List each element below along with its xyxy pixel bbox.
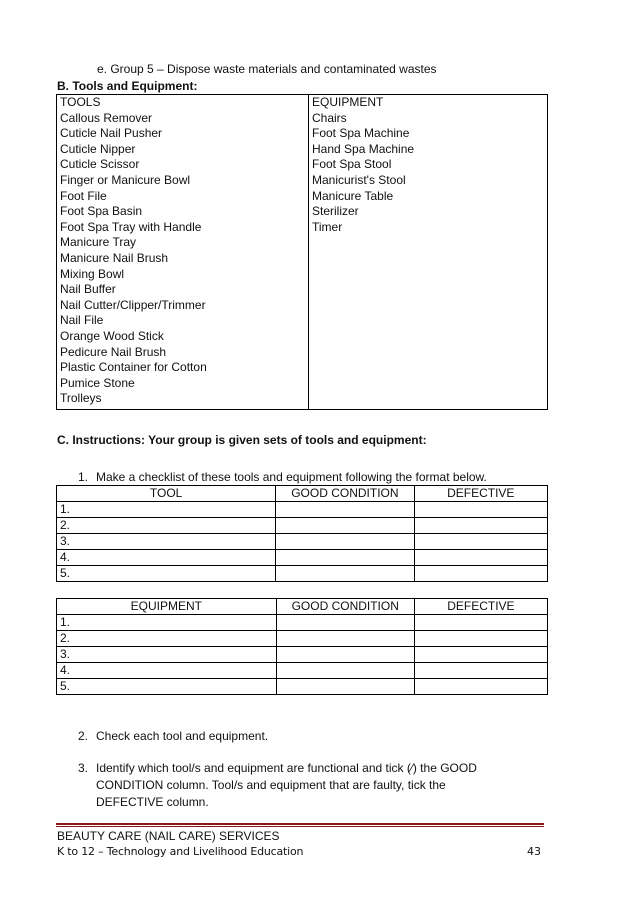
row-number-cell: 3. [57,647,277,663]
equipment-item: Manicure Table [312,188,394,203]
tool-item: Finger or Manicure Bowl [60,172,191,187]
defective-cell[interactable] [414,518,547,534]
tool-item: Plastic Container for Cotton [60,360,207,375]
equipment-item: Sterilizer [312,204,359,219]
footer-subtitle: K to 12 – Technology and Livelihood Education [57,845,304,858]
defective-cell[interactable] [414,534,547,550]
tool-item: Pedicure Nail Brush [60,344,167,359]
defective-cell[interactable] [414,502,547,518]
row-number-cell: 3. [57,534,276,550]
equipment-header: EQUIPMENT [312,95,384,109]
row-number-cell: 2. [57,518,276,534]
equipment-col-header: EQUIPMENT [57,599,277,615]
checklist-row [57,550,548,566]
tool-col-header: TOOL [57,486,276,502]
step-3-number: 3. [78,761,89,775]
step-1-number: 1. [78,470,89,484]
step-2-text: Check each tool and equipment. [96,729,269,743]
equipment-checklist-table [56,598,548,695]
tool-item: Manicure Tray [60,235,137,250]
footer-title: BEAUTY CARE (NAIL CARE) SERVICES [57,829,280,843]
row-number-cell: 5. [57,679,277,695]
checklist-row [57,631,548,647]
defective-cell[interactable] [414,679,547,695]
row-number-cell: 1. [57,502,276,518]
tool-item: Cuticle Nail Pusher [60,126,163,141]
tools-header: TOOLS [60,95,101,109]
tool-item: Nail File [60,313,104,328]
equipment-item: Chairs [312,110,347,125]
checklist-row [57,679,548,695]
tool-checklist-table [56,485,548,582]
row-number-cell: 4. [57,550,276,566]
defective-cell[interactable] [414,663,547,679]
footer-rule [56,823,544,825]
good-condition-cell[interactable] [276,550,414,566]
equipment-item: Foot Spa Machine [312,126,410,141]
defective-cell[interactable] [414,566,547,582]
good-condition-cell[interactable] [276,518,414,534]
tool-item: Manicure Nail Brush [60,250,169,265]
equipment-list [312,111,544,236]
tool-item: Foot Spa Tray with Handle [60,219,202,234]
instruction-step-1 [78,470,487,484]
tool-item: Nail Cutter/Clipper/Trimmer [60,297,206,312]
tool-item: Pumice Stone [60,375,135,390]
tool-item: Cuticle Scissor [60,157,140,172]
step-1-text: Make a checklist of these tools and equipment following the format below. [96,470,487,484]
tools-list [60,111,305,407]
good-condition-col-header: GOOD CONDITION [276,599,414,615]
row-number-cell: 5. [57,566,276,582]
row-number-cell: 1. [57,615,277,631]
good-condition-cell[interactable] [276,663,414,679]
equipment-item: Manicurist's Stool [312,172,406,187]
checklist-row [57,566,548,582]
tool-item: Trolleys [60,391,102,406]
equipment-item: Timer [312,219,343,234]
good-condition-cell[interactable] [276,534,414,550]
step-3-text: Identify which tool/s and equipment are functional and tick (⁄) the GOOD CONDITION column. Tool/s and equipment that are faulty, tick the DEFECTIVE column. [96,761,477,809]
defective-col-header: DEFECTIVE [414,599,547,615]
section-b-heading: B. Tools and Equipment: [57,79,198,93]
checklist-row [57,502,548,518]
tool-item: Mixing Bowl [60,266,125,281]
tools-equipment-table [56,94,548,410]
group5-item: e. Group 5 – Dispose waste materials and contaminated wastes [97,62,437,76]
good-condition-cell[interactable] [276,502,414,518]
step-2-number: 2. [78,729,89,743]
page-number: 43 [527,845,541,858]
good-condition-cell[interactable] [276,679,414,695]
equipment-column [309,95,548,410]
checklist-row [57,518,548,534]
good-condition-cell[interactable] [276,615,414,631]
footer-rule-thin [56,826,544,827]
good-condition-col-header: GOOD CONDITION [276,486,414,502]
good-condition-cell[interactable] [276,566,414,582]
equipment-item: Foot Spa Stool [312,157,392,172]
checklist-row [57,534,548,550]
defective-cell[interactable] [414,550,547,566]
row-number-cell: 4. [57,663,277,679]
row-number-cell: 2. [57,631,277,647]
defective-cell[interactable] [414,615,547,631]
section-c-heading: C. Instructions: Your group is given sets of tools and equipment: [57,433,427,447]
defective-cell[interactable] [414,631,547,647]
checklist-row [57,647,548,663]
instruction-step-2 [78,729,268,743]
defective-cell[interactable] [414,647,547,663]
tool-item: Foot Spa Basin [60,204,143,219]
checklist-row [57,663,548,679]
equipment-item: Hand Spa Machine [312,141,415,156]
tools-column [57,95,309,410]
defective-col-header: DEFECTIVE [414,486,547,502]
tool-item: Callous Remover [60,110,153,125]
tool-item: Foot File [60,188,107,203]
tool-item: Nail Buffer [60,282,116,297]
instruction-step-3 [78,760,528,811]
good-condition-cell[interactable] [276,631,414,647]
tool-item: Cuticle Nipper [60,141,136,156]
checklist-row [57,615,548,631]
good-condition-cell[interactable] [276,647,414,663]
tool-item: Orange Wood Stick [60,328,164,343]
